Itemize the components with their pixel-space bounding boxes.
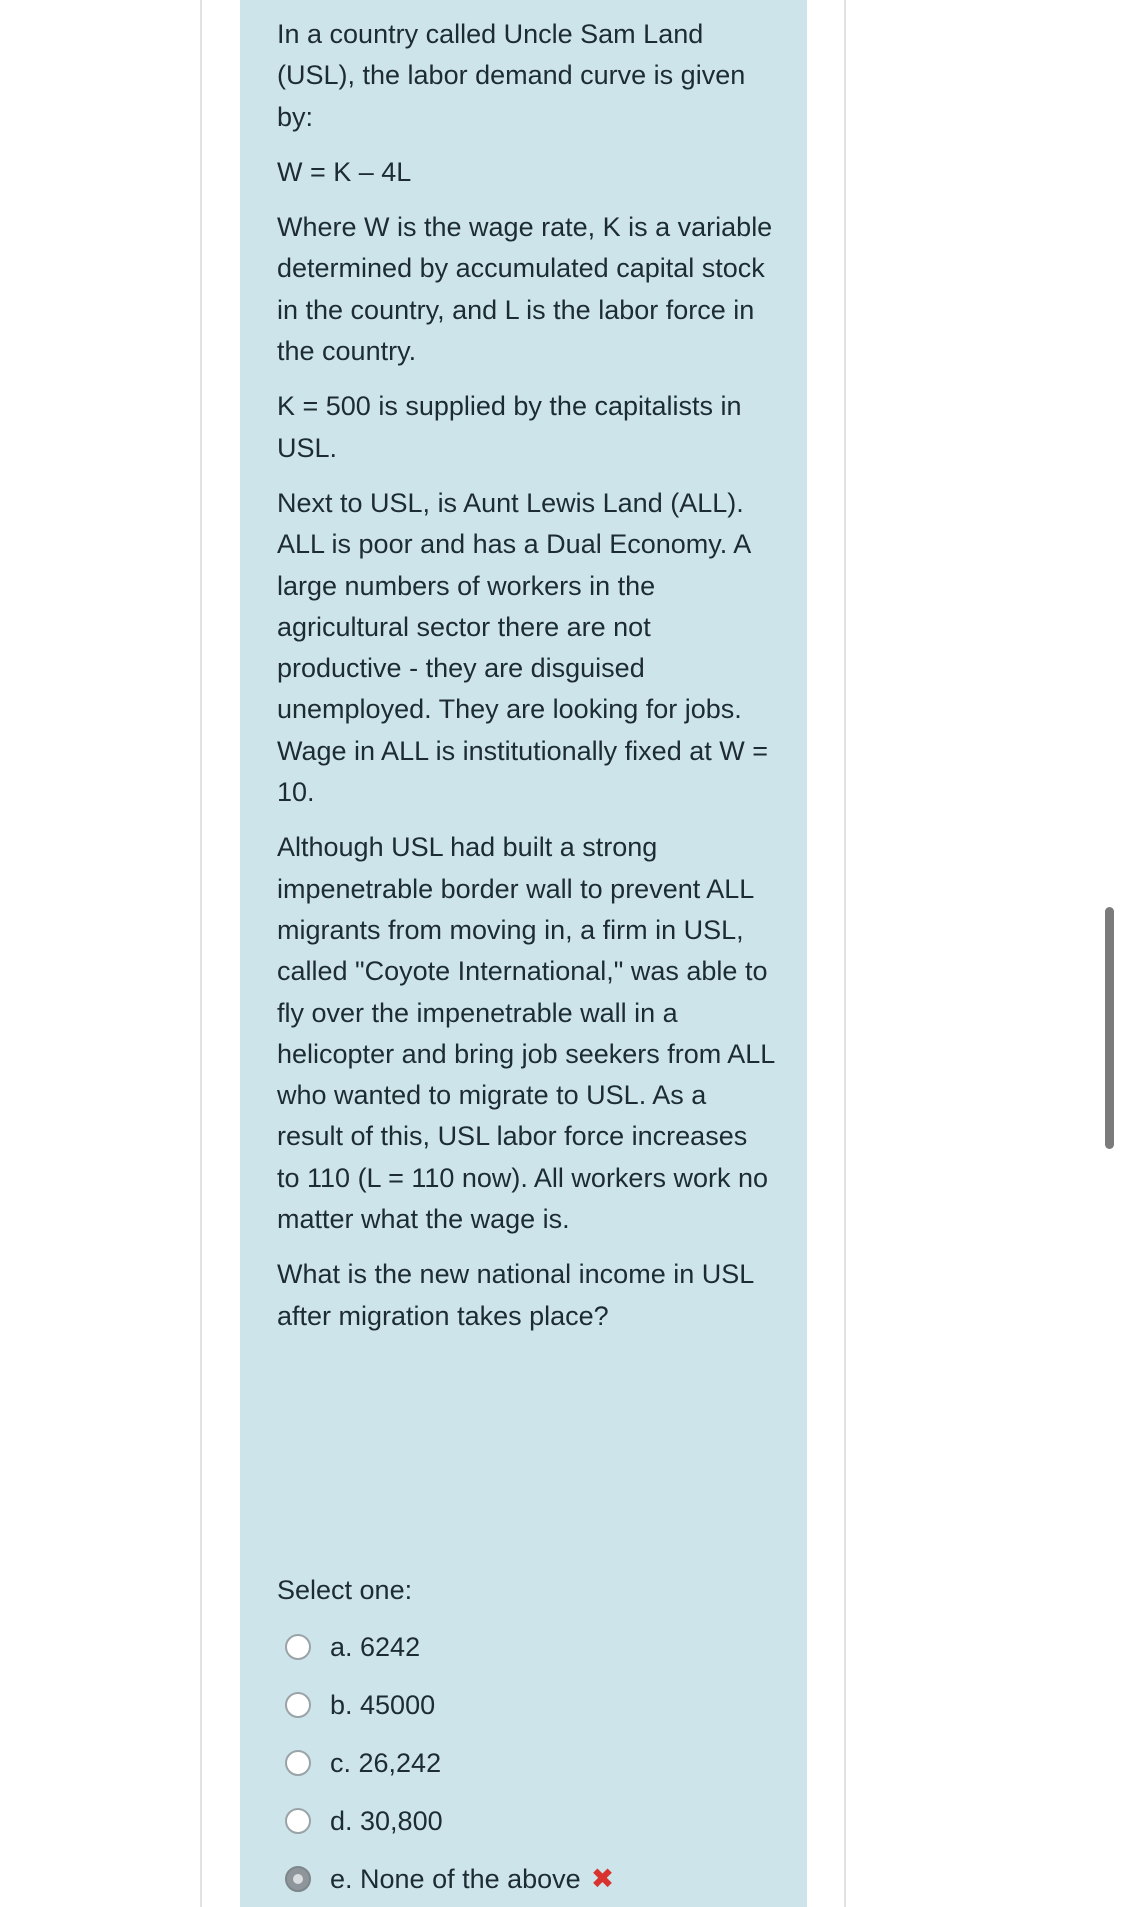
question-text — [277, 14, 777, 1351]
select-one-prompt: Select one: — [277, 1575, 413, 1605]
radio-button[interactable] — [285, 1634, 311, 1660]
question-paragraph: Next to USL, is Aunt Lewis Land (ALL). ALL is poor and has a Dual Economy. A large numbers of workers in the agricultural sector there are not productive - they are disguised unemployed. They are looking for jobs. Wage in ALL is institutionally fixed at W = 10. — [277, 487, 768, 808]
radio-button-selected[interactable] — [285, 1866, 311, 1892]
answer-option-e[interactable] — [285, 1850, 785, 1907]
question-paragraph: K = 500 is supplied by the capitalists in USL. — [277, 391, 742, 463]
option-label: c. 26,242 — [330, 1747, 442, 1778]
question-paragraph: W = K – 4L — [277, 156, 412, 187]
radio-button[interactable] — [285, 1750, 311, 1776]
answer-options — [285, 1618, 785, 1907]
option-label: a. 6242 — [330, 1631, 421, 1662]
cross-icon: ✖ — [590, 1863, 615, 1894]
question-paragraph: What is the new national income in USL after migration takes place? — [277, 1259, 754, 1331]
answer-option-d[interactable] — [285, 1792, 785, 1850]
answer-option-c[interactable] — [285, 1734, 785, 1792]
option-label: d. 30,800 — [330, 1805, 443, 1836]
answer-option-b[interactable] — [285, 1676, 785, 1734]
scrollbar-thumb[interactable] — [1105, 907, 1114, 1149]
option-label: e. None of the above — [330, 1863, 581, 1894]
question-paragraph: Although USL had built a strong impenetrable border wall to prevent ALL migrants from moving in, a firm in USL, called "Coyote International," was able to fly over the impenetrable wall in a helicopter and bring job seekers from ALL who wanted to migrate to USL. As a result of this, USL labor force increases to 110 (L = 110 now). All workers work no matter what the wage is. — [277, 832, 775, 1235]
question-paragraph: Where W is the wage rate, K is a variable determined by accumulated capital stock in the country, and L is the labor force in the country. — [277, 212, 773, 367]
radio-button[interactable] — [285, 1808, 311, 1834]
answer-option-a[interactable] — [285, 1618, 785, 1676]
radio-button[interactable] — [285, 1692, 311, 1718]
question-paragraph: In a country called Uncle Sam Land (USL), the labor demand curve is given by: — [277, 19, 746, 132]
option-label: b. 45000 — [330, 1689, 436, 1720]
content-border-left — [200, 0, 202, 1907]
content-border-right — [844, 0, 846, 1907]
